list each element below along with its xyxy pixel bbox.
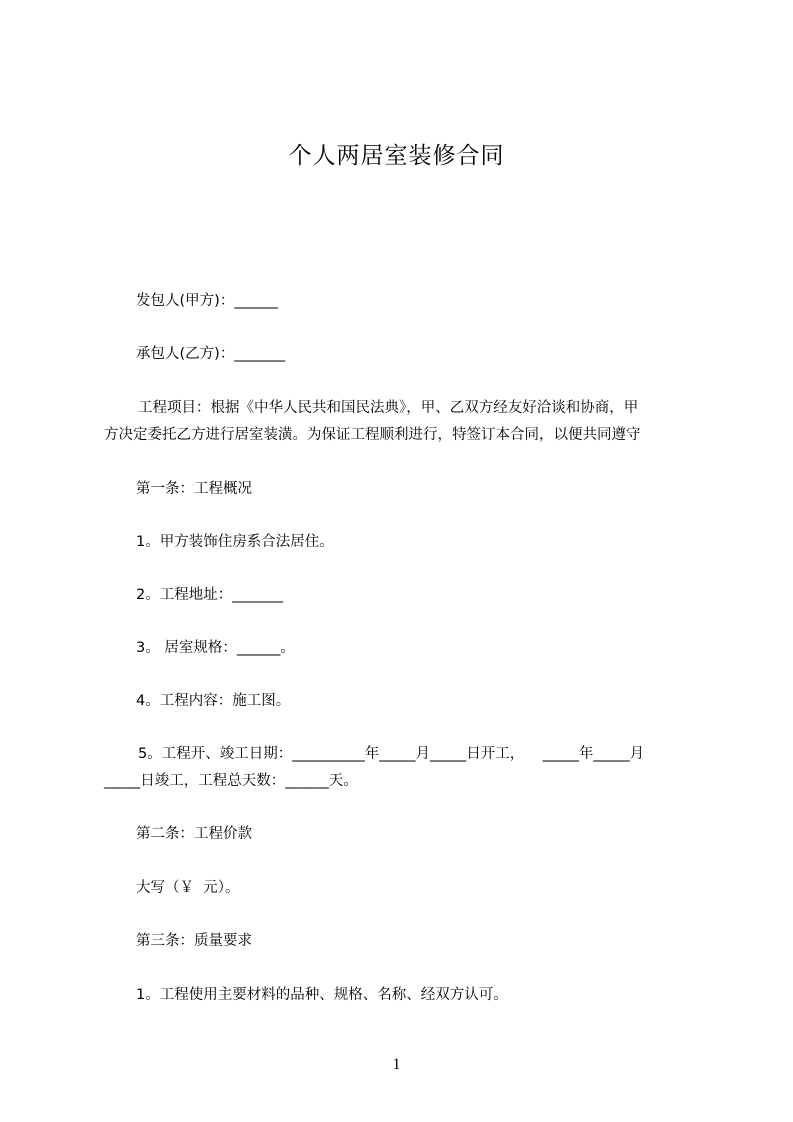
article-1-heading: 第一条：工程概况: [136, 481, 252, 497]
price-line: 大写（￥ 元）。: [136, 880, 240, 896]
party-b-line: 承包人(乙方)：_______: [136, 346, 286, 362]
article-1-item-3: 3。 居室规格：______。: [136, 640, 295, 656]
article-2-heading: 第二条：工程价款: [136, 826, 252, 842]
article-1-item-2: 2。工程地址：_______: [136, 587, 283, 603]
page-number: 1: [392, 1056, 401, 1073]
project-intro-line-2: 方决定委托乙方进行居室装潢。为保证工程顺利进行，特签订本合同，以便共同遵守: [104, 427, 641, 443]
article-3-item-1: 1。工程使用主要材料的品种、规格、名称、经双方认可。: [136, 987, 508, 1003]
project-intro-line-1: 工程项目：根据《中华人民共和国民法典》，甲、乙双方经友好洽谈和协商，甲: [138, 400, 639, 416]
article-3-heading: 第三条：质量要求: [136, 933, 252, 949]
article-1-item-1: 1。甲方装饰住房系合法居住。: [136, 534, 334, 550]
party-a-line: 发包人(甲方)：______: [136, 293, 278, 309]
document-title: 个人两居室装修合同: [288, 143, 505, 169]
article-1-item-5-line-1: 5。工程开、竣工日期：__________年_____月_____日开工， _____年_____月: [138, 746, 645, 762]
article-1-item-4: 4。工程内容：施工图。: [136, 693, 291, 709]
article-1-item-5-line-2: _____日竣工，工程总天数：______天。: [104, 773, 358, 789]
